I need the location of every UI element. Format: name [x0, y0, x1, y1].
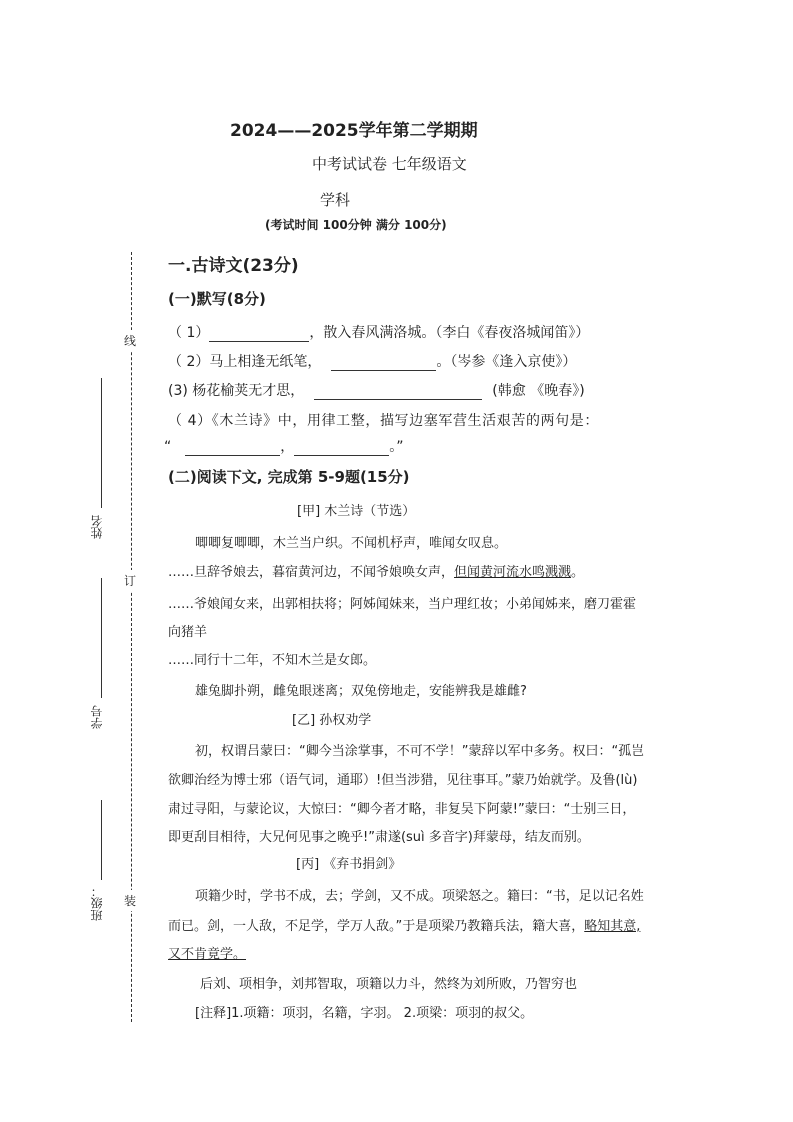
- bing-heading: [丙] 《弃书捐剑》: [296, 857, 402, 872]
- exam-subtitle: 中考试试卷 七年级语文: [312, 155, 467, 173]
- q1-blank[interactable]: [209, 327, 309, 342]
- q2-suffix: 。（岑参《逢入京使》）: [436, 354, 577, 370]
- jia-line-3b: 向猪羊: [168, 625, 208, 640]
- jia-line-4: ……同行十二年，不知木兰是女郎。: [168, 653, 377, 668]
- yi-line-3: 肃过寻阳，与蒙论议，大惊曰：“卿今者才略，非复吴下阿蒙!”蒙曰：“士别三日，: [168, 802, 636, 817]
- q3-blank[interactable]: [314, 385, 482, 400]
- id-label: 学号: [90, 705, 104, 729]
- yi-line-4: 即更刮目相待，大兄何见事之晚乎!”肃遂(suì 多音字)拜蒙母，结友而别。: [168, 830, 590, 845]
- exam-subject: 学科: [320, 191, 351, 209]
- exam-info: (考试时间 100分钟 满分 100分): [265, 218, 447, 232]
- class-label: 班级：: [90, 885, 104, 921]
- q2-prefix: （ 2）马上相逢无纸笔，: [168, 354, 322, 370]
- name-label: 姓名: [90, 515, 104, 539]
- exam-title: 2024——2025学年第二学期期: [230, 121, 478, 141]
- bing-note: [注释]1.项籍：项羽，名籍，字羽。 2.项梁：项羽的叔父。: [195, 1006, 534, 1021]
- q3-prefix: (3) 杨花榆荚无才思，: [168, 383, 305, 399]
- binding-zhuang-label: 装: [124, 890, 136, 911]
- binding-xian-label: 线: [124, 330, 136, 351]
- id-line: [101, 578, 102, 698]
- q3-suffix: (韩愈 《晚春》): [492, 383, 585, 399]
- question-2: [168, 351, 576, 371]
- part-1-title: (一)默写(8分): [168, 290, 266, 308]
- jia-line-5: 雄兔脚扑朔，雌兔眼迷离；双兔傍地走，安能辨我是雄雌?: [195, 684, 527, 699]
- q1-suffix: ，散入春风满洛城。（李白《春夜洛城闻笛》）: [309, 325, 590, 341]
- bing-line-4: 后刘、项相争，刘邦智取，项籍以力斗，然终为刘所败，乃智穷也: [200, 977, 578, 992]
- question-4-answer: “ ， 。”: [164, 439, 404, 455]
- yi-line-2: 欲卿治经为博士邪（语气词，通耶）!但当涉猎，见往事耳。”蒙乃始就学。及鲁(lù): [168, 773, 638, 788]
- jia-underlined-sentence: 但闻黄河流水鸣溅溅: [454, 565, 572, 580]
- jia-line-2: ……旦辞爷娘去，暮宿黄河边，不闻爷娘唤女声，但闻黄河流水鸣溅溅。: [168, 565, 585, 580]
- bing-underlined-1: 略知其意,: [584, 919, 641, 934]
- yi-heading: [乙] 孙权劝学: [292, 713, 372, 728]
- part-2-title: (二)阅读下文, 完成第 5-9题(15分): [168, 468, 410, 486]
- q1-prefix: （ 1）: [168, 325, 210, 341]
- jia-heading: [甲] 木兰诗（节选）: [297, 504, 416, 519]
- binding-ding-label: 订: [124, 570, 136, 591]
- name-line: [101, 378, 102, 508]
- question-4: （ 4）《木兰诗》中，用律工整，描写边塞军营生活艰苦的两句是：: [168, 413, 599, 429]
- question-1: [168, 322, 589, 342]
- bing-line-1: 项籍少时，学书不成，去；学剑，又不成。项梁怒之。籍曰：“书，足以记名姓: [195, 889, 644, 904]
- yi-line-1: 初，权谓吕蒙曰：“卿今当涂掌事，不可不学！”蒙辞以军中多务。权曰：“孤岂: [195, 744, 645, 759]
- q2-blank[interactable]: [331, 356, 436, 371]
- section-1-title: 一.古诗文(23分): [168, 256, 299, 276]
- jia-line-1: 唧唧复唧唧，木兰当户织。不闻机杼声，唯闻女叹息。: [195, 536, 508, 551]
- bing-underlined-2: 又不肯竟学。: [168, 947, 247, 962]
- class-line: [101, 800, 102, 880]
- q4-blank-2[interactable]: [294, 441, 389, 456]
- bing-line-2: 而已。剑，一人敌，不足学，学万人敌。”于是项梁乃教籍兵法，籍大喜，略知其意,: [168, 919, 641, 934]
- jia-line-3a: ……爷娘闻女来，出郭相扶将；阿姊闻妹来，当户理红妆；小弟闻姊来，磨刀霍霍: [168, 597, 637, 612]
- q4-blank-1[interactable]: [185, 441, 280, 456]
- question-3: [168, 380, 585, 400]
